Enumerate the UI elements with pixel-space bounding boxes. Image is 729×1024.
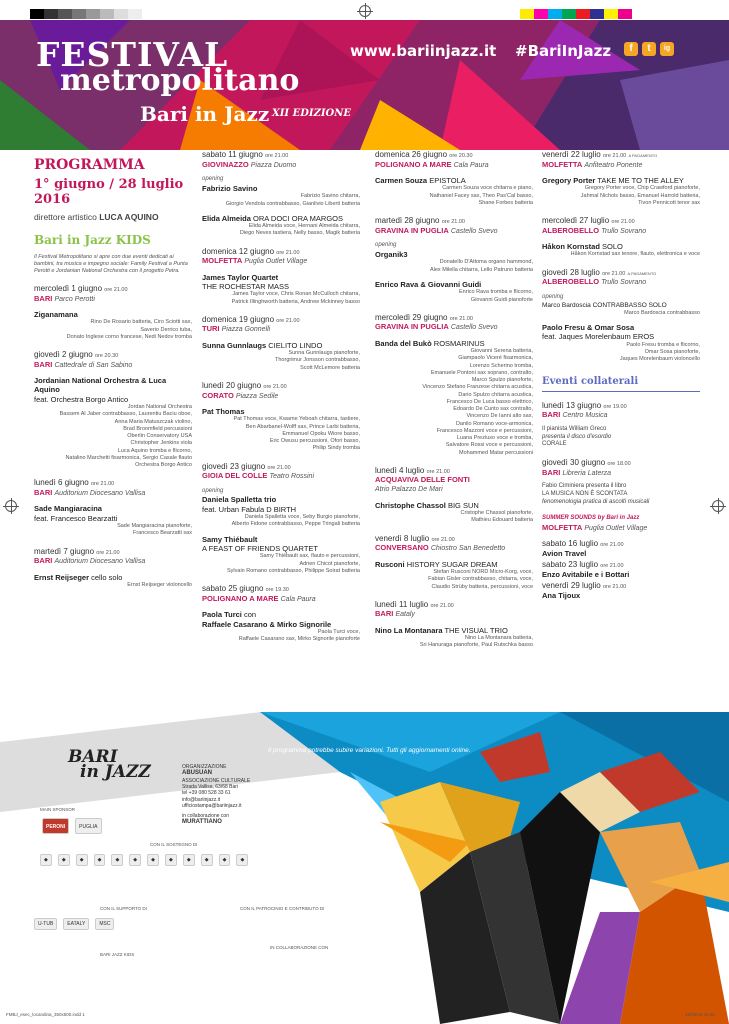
event-description: Fabio Ciminiera presenta il libro LA MUSICA NON È SCONTATA fenomenologia pratica di ascolti musicali bbox=[542, 483, 650, 506]
event-members: Paolo Fresu tromba e flicorno, Omar Sosa pianoforte, Jaques Morelenbaum violoncello bbox=[619, 341, 700, 363]
event-date: lunedì 13 giugno ore 19.00 bbox=[542, 400, 627, 410]
event-artist: Avion Travel bbox=[542, 548, 587, 558]
event-members: Marco Bardoscia contrabbasso bbox=[624, 309, 700, 316]
event-description: Il pianista William Greco presenta il disco d'esordio CORALE bbox=[542, 425, 612, 448]
event-date: mercoledì 1 giugno ore 21.00 bbox=[34, 283, 128, 293]
comune-logo: ◆ bbox=[219, 854, 231, 866]
instagram-icon[interactable]: ig bbox=[660, 42, 674, 56]
director-name: LUCA AQUINO bbox=[99, 212, 159, 223]
color-registration-bar bbox=[30, 6, 142, 16]
opening-label: opening bbox=[375, 242, 397, 249]
event-artist: Christophe Chassol BIG SUN bbox=[375, 500, 479, 510]
comune-logo: ◆ bbox=[147, 854, 159, 866]
event-venue: POLIGNANO A MARE Cala Paura bbox=[202, 593, 316, 603]
event-venue: MOLFETTA Anfiteatro Ponente bbox=[542, 159, 643, 169]
event-members: Gregory Porter voce, Chip Crawford pianoforte, Jahmal Nichols basso, Emanuel Harrold batteria, Tivon Pennicott tenor sax bbox=[580, 185, 700, 206]
event-date: venerdì 29 luglio ore 21.00 bbox=[542, 581, 627, 591]
event-date: domenica 12 giugno ore 21.00 bbox=[202, 246, 300, 256]
metropolitano-title: metropolitano bbox=[60, 63, 300, 98]
comune-logo: ◆ bbox=[165, 854, 177, 866]
sostegno-logos bbox=[40, 854, 248, 866]
director-label: direttore artistico bbox=[34, 212, 97, 223]
collab-label: IN COLLABORAZIONE CON bbox=[270, 945, 329, 950]
opening-artist: Organik3 bbox=[375, 250, 408, 259]
print-date-info: 29/05/16 19:30 bbox=[684, 1012, 715, 1017]
event-date: mercoledì 29 giugno ore 21.00 bbox=[375, 312, 473, 322]
event-artist: Rusconi HISTORY SUGAR DREAM bbox=[375, 559, 498, 569]
event-artist: Enzo Avitabile e i Bottari bbox=[542, 569, 630, 579]
event-artist: Enrico Rava & Giovanni Guidi bbox=[375, 279, 482, 289]
event-venue: GIOIA DEL COLLE Teatro Rossini bbox=[202, 471, 315, 481]
event-artist: Pat Thomas bbox=[202, 406, 245, 416]
collateral-events-heading: Eventi collaterali bbox=[542, 375, 700, 391]
event-members: Ernst Reijseger violoncello bbox=[127, 582, 192, 589]
comune-logo: ◆ bbox=[183, 854, 195, 866]
event-members: Cristophe Chassol pianoforte, Mathieu Edouard batteria bbox=[460, 510, 533, 524]
peroni-logo: PERONI bbox=[42, 818, 69, 834]
event-date: giovedì 2 giugno ore 20.30 bbox=[34, 350, 119, 360]
event-members: Carmen Souza voce chitarra e piano, Nathaniel Facey sax, Theo Pas'Cal basso, Shane Forbes batteria bbox=[429, 185, 533, 206]
event-venue: ACQUAVIVA DELLE FONTI Atrio Palazzo De Mari bbox=[375, 475, 470, 494]
event-members: Pat Thomas voce, Kwame Yeboah chitarra, tastiere, Ben Abarbanel-Wolff sax, Prince Larbi batteria, Emmanuel Opoku Wiore basso, Eric Owusu percussioni, Ofori basso, Philip Sindy tromba bbox=[233, 416, 360, 452]
event-date: domenica 19 giugno ore 21.00 bbox=[202, 314, 300, 324]
event-members: Stefan Rusconi NORD Micro-Korg, voce, Fabian Gisler contrabbasso, chitarra, voce, Claudio Strüby batteria, percussioni, voce bbox=[428, 569, 533, 590]
supporto-label: CON IL SUPPORTO DI bbox=[100, 906, 147, 911]
event-artist: Nino La Montanara THE VISUAL TRIO bbox=[375, 625, 508, 635]
bari-in-jazz-title: Bari in Jazz bbox=[140, 102, 270, 126]
comune-logo: ◆ bbox=[94, 854, 106, 866]
event-date: martedì 28 giugno ore 21.00 bbox=[375, 216, 465, 226]
event-members: Sade Mangiaracina pianoforte, Francesco Bearzatti sax bbox=[117, 523, 192, 537]
event-members: Giovanni Serena batteria, Giampaolo Viceré fisarmonica, Lorenzo Scherino tromba, Emanuele Pontoni sax soprano, contralto, Marco Spulzo pianoforte, Vincenzo Stefano Franzese chitarra acustica, Dario Spulzo chitarra acustica, Francesco De Luca basso elettrico, Edoardo De Cunto sax contralto, Vincenzo De Ianni alto sax, Danilo Romano voce-armonica, Francesco Mazzoni voce e percussioni, Luana Preziuso voce e tromba, Salvatore Rossi voce e percussioni, Mohammed Matar percussioni bbox=[422, 348, 533, 456]
event-artist: Banda del Bukò ROSMARINUS bbox=[375, 338, 485, 348]
event-venue: GRAVINA IN PUGLIA Castello Svevo bbox=[375, 225, 498, 235]
main-sponsor-label: MAIN SPONSOR bbox=[40, 807, 76, 812]
event-venue: BARI Centro Musica bbox=[542, 410, 608, 420]
hashtag: #BariInJazz bbox=[515, 42, 612, 60]
support-logo: EATALY bbox=[63, 918, 89, 930]
registration-crosshair-icon bbox=[5, 500, 17, 512]
opening-label: opening bbox=[202, 487, 224, 494]
event-members: Rino De Rosario batteria, Ciro Sciotti sax, Saverio Derrico tuba, Donato Inglese corno francese, Nedi Nedov tromba bbox=[66, 319, 192, 340]
program-column-1 bbox=[34, 150, 192, 589]
kids-title: Bari in Jazz KIDS bbox=[34, 232, 151, 247]
event-members: Samy Thiébault sax, flauto e percussioni, Adrien Chicot pianoforte, Sylvain Romano contrabbasso, Philippe Soirat batteria bbox=[227, 553, 360, 574]
event-artist: Ana Tijoux bbox=[542, 590, 581, 600]
print-file-info: FMBJ_esec_locandina_350x500.indd 1 bbox=[6, 1012, 85, 1017]
opening-artist: Marco Bardoscia CONTRABBASSO SOLO bbox=[542, 301, 667, 309]
event-date: lunedì 4 luglio ore 21.00 bbox=[375, 465, 450, 475]
event-venue: GRAVINA IN PUGLIA Castello Svevo bbox=[375, 322, 498, 332]
artistic-director bbox=[34, 212, 192, 223]
main-sponsor-logos bbox=[42, 818, 102, 834]
bari-in-jazz-logo: BARI in JAZZ bbox=[68, 747, 151, 783]
program-column-4 bbox=[542, 150, 700, 600]
opening-label: opening bbox=[542, 293, 564, 300]
event-venue: MOLFETTA Puglia Outlet Village bbox=[202, 256, 308, 266]
event-members: Daniela Spalletta voce, Seby Burgio pianoforte, Alberto Fidone contrabbasso, Peppe Tringali batteria bbox=[231, 514, 360, 528]
event-artist: Sade Mangiaracina feat. Francesco Bearzatti bbox=[34, 504, 118, 523]
event-date: martedì 7 giugno ore 21.00 bbox=[34, 546, 120, 556]
event-members: Elida Almeida voce, Hernani Almeida chitarra, Diego Neves tastiera, Nelly basso, Magik batteria bbox=[239, 223, 360, 237]
kids-note: Il Festival Metropolitano si apre con due eventi dedicati ai bambini, tra musica e impegno sociale: Family Festival a Punta Perotti e Jordanian National Orchestra con il progetto Petra. bbox=[34, 253, 188, 274]
event-date: lunedì 6 giugno ore 21.00 bbox=[34, 478, 115, 488]
festival-dates: 1° giugno / 28 luglio 2016 bbox=[34, 177, 184, 208]
facebook-icon[interactable]: f bbox=[624, 42, 638, 56]
event-venue: BARI Auditorium Diocesano Vallisa bbox=[34, 488, 146, 498]
event-artist: Paola Turci con Raffaele Casarano & Mirko Signorile bbox=[202, 610, 332, 629]
event-artist: Jordanian National Orchestra & Luca Aquino feat. Orchestra Borgo Antico bbox=[34, 376, 167, 404]
event-artist: Ernst Reijseger cello solo bbox=[34, 572, 123, 582]
event-date: lunedì 11 luglio ore 21.00 bbox=[375, 599, 454, 609]
event-date: giovedì 28 luglio ore 21.00 A PAGAMENTO bbox=[542, 267, 657, 277]
organization-info: ORGANIZZAZIONE ABUSUAN ASSOCIAZIONE CULTURALE Strada Vallisa, 63/68 Bari tel +39 080 528 33 61 info@bariinjazz.it ufficiostampa@bariinjazz.it in collaborazione con MURATTIANO bbox=[182, 764, 251, 826]
comune-logo: ◆ bbox=[236, 854, 248, 866]
event-members: Enrico Rava tromba e flicorno, Giovanni Guidi pianoforte bbox=[459, 289, 533, 303]
support-logo: U-TUB bbox=[34, 918, 57, 930]
event-venue: GIOVINAZZO Piazza Duomo bbox=[202, 159, 297, 169]
event-date: sabato 11 giugno ore 21.00 bbox=[202, 150, 289, 159]
event-members: Jordan National Orchestra Bassem Al Jaber contrabbasso, Laurentiu Baciu oboe, Anna Maria Matuszczak violino, Brad Broomfield percussioni Oberlin Conservatory USA Christopher Jenkins viola Luca Aquino tromba e flicorno, Natalino Marchetti fisarmonica, Sergio Casale flauto Orchestra Borgo Antico bbox=[59, 404, 192, 469]
event-members: James Taylor voce, Chris Ronan McCulloch chitarra, Patrick Illinghworth batteria, Andrew Mckinney basso bbox=[231, 291, 360, 305]
event-venue: MOLFETTA Puglia Outlet Village bbox=[542, 522, 648, 532]
event-venue: POLIGNANO A MARE Cala Paura bbox=[375, 159, 489, 169]
comune-logo: ◆ bbox=[58, 854, 70, 866]
bottom-section bbox=[0, 712, 729, 1024]
event-venue: CORATO Piazza Sedile bbox=[202, 390, 279, 400]
support-logo: MSC bbox=[95, 918, 114, 930]
event-venue: BARI Cattedrale di San Sabino bbox=[34, 359, 133, 369]
edition-label: XII EDIZIONE bbox=[272, 108, 352, 119]
event-venue: TURI Piazza Gonnelli bbox=[202, 324, 271, 334]
event-artist: Samy Thiébault A FEAST OF FRIENDS QUARTET bbox=[202, 534, 318, 554]
sostegno-label: CON IL SOSTEGNO DI bbox=[150, 842, 198, 847]
support-logos bbox=[34, 918, 114, 930]
event-date: venerdì 8 luglio ore 21.00 bbox=[375, 533, 455, 543]
event-artist: James Taylor Quartet THE ROCHESTAR MASS bbox=[202, 272, 289, 291]
event-date: sabato 16 luglio ore 21.00 bbox=[542, 539, 624, 549]
opening-artist: Daniela Spalletta trio feat. Urban Fabula D BIRTH bbox=[202, 495, 297, 514]
event-members: Fabrizio Savino chitarra, Giorgio Vendola contrabbasso, Gianlivio Liberti batteria bbox=[225, 193, 360, 207]
event-date: mercoledì 27 luglio ore 21.00 bbox=[542, 216, 635, 226]
event-members: Paola Turci voce, Raffaele Casarano sax, Mirko Signorile pianoforte bbox=[238, 628, 360, 643]
event-venue: CONVERSANO Chiostro San Benedetto bbox=[375, 543, 506, 553]
puglia-logo: PUGLIA bbox=[75, 818, 101, 834]
event-venue: ALBEROBELLO Trullo Sovrano bbox=[542, 277, 647, 287]
event-date: giovedì 30 giugno ore 18.00 bbox=[542, 458, 631, 468]
event-date: sabato 25 giugno ore 19.30 bbox=[202, 584, 289, 594]
comune-logo: ◆ bbox=[40, 854, 52, 866]
event-date: lunedì 20 giugno ore 21.00 bbox=[202, 380, 287, 390]
event-members: Nino La Montanara batteria, Sri Hanuraga pianoforte, Paul Rutschka basso bbox=[419, 635, 533, 649]
event-venue: BARI Eataly bbox=[375, 609, 415, 619]
registration-crosshair-icon bbox=[359, 5, 371, 17]
website-url[interactable]: www.bariinjazz.it bbox=[350, 42, 497, 60]
twitter-icon[interactable]: t bbox=[642, 42, 656, 56]
summer-sounds-heading: SUMMER SOUNDS by Bari in Jazz bbox=[542, 515, 640, 522]
registration-crosshair-icon bbox=[712, 500, 724, 512]
kids-label: BARI JAZZ KIDS bbox=[100, 952, 135, 957]
event-date: giovedì 23 giugno ore 21.00 bbox=[202, 461, 291, 471]
program-column-3 bbox=[375, 150, 533, 650]
event-artist: Carmen Souza EPISTOLA bbox=[375, 175, 466, 185]
event-artist: Sunna Gunnlaugs CIELITO LINDO bbox=[202, 340, 323, 350]
program-column-2 bbox=[202, 150, 360, 643]
comune-logo: ◆ bbox=[76, 854, 88, 866]
opening-label: opening bbox=[202, 175, 224, 182]
event-members: Donatello D'Attoma organo hammond, Alex Milella chitarra, Lello Patruno batteria bbox=[429, 259, 533, 273]
event-date: domenica 26 giugno ore 20.30 bbox=[375, 150, 473, 159]
festival-header bbox=[0, 20, 729, 150]
event-members: Sunna Gunnlaugs pianoforte, Thorgrimur Jonsson contrabbasso, Scott McLemore batteria bbox=[275, 350, 360, 371]
event-members: Håkon Kornstad sax tenore, flauto, elettronica e voce bbox=[570, 251, 700, 258]
event-artist: Ziganamana bbox=[34, 309, 78, 319]
event-venue: ALBEROBELLO Trullo Sovrano bbox=[542, 225, 647, 235]
event-artist: Paolo Fresu & Omar Sosa feat. Jaques Morelenbaum EROS bbox=[542, 322, 655, 342]
event-venue: BARI Libreria Laterza bbox=[542, 467, 612, 477]
opening-artist: Fabrizio Savino bbox=[202, 183, 258, 193]
festival-title: FESTIVAL bbox=[36, 35, 229, 74]
comune-logo: ◆ bbox=[111, 854, 123, 866]
patrocinio-label: CON IL PATROCINIO E CONTRIBUTO DI bbox=[240, 906, 325, 911]
color-registration-bar-2 bbox=[520, 6, 632, 16]
event-artist: Gregory Porter TAKE ME TO THE ALLEY bbox=[542, 175, 684, 185]
event-venue: BARI Parco Perotti bbox=[34, 293, 95, 303]
comune-logo: ◆ bbox=[201, 854, 213, 866]
event-venue: BARI Auditorium Diocesano Vallisa bbox=[34, 556, 146, 566]
event-date: sabato 23 luglio ore 21.00 bbox=[542, 560, 624, 570]
event-date: venerdì 22 luglio ore 21.00 A PAGAMENTO bbox=[542, 150, 658, 159]
variation-note: Il programma potrebbe subire variazioni. Tutti gli aggiornamenti online. bbox=[268, 747, 471, 754]
comune-logo: ◆ bbox=[129, 854, 141, 866]
event-artist: Elida Almeida ORA DOCI ORA MARGOS bbox=[202, 213, 344, 223]
event-artist: Håkon Kornstad SOLO bbox=[542, 242, 623, 252]
programma-heading: PROGRAMMA bbox=[34, 157, 145, 173]
